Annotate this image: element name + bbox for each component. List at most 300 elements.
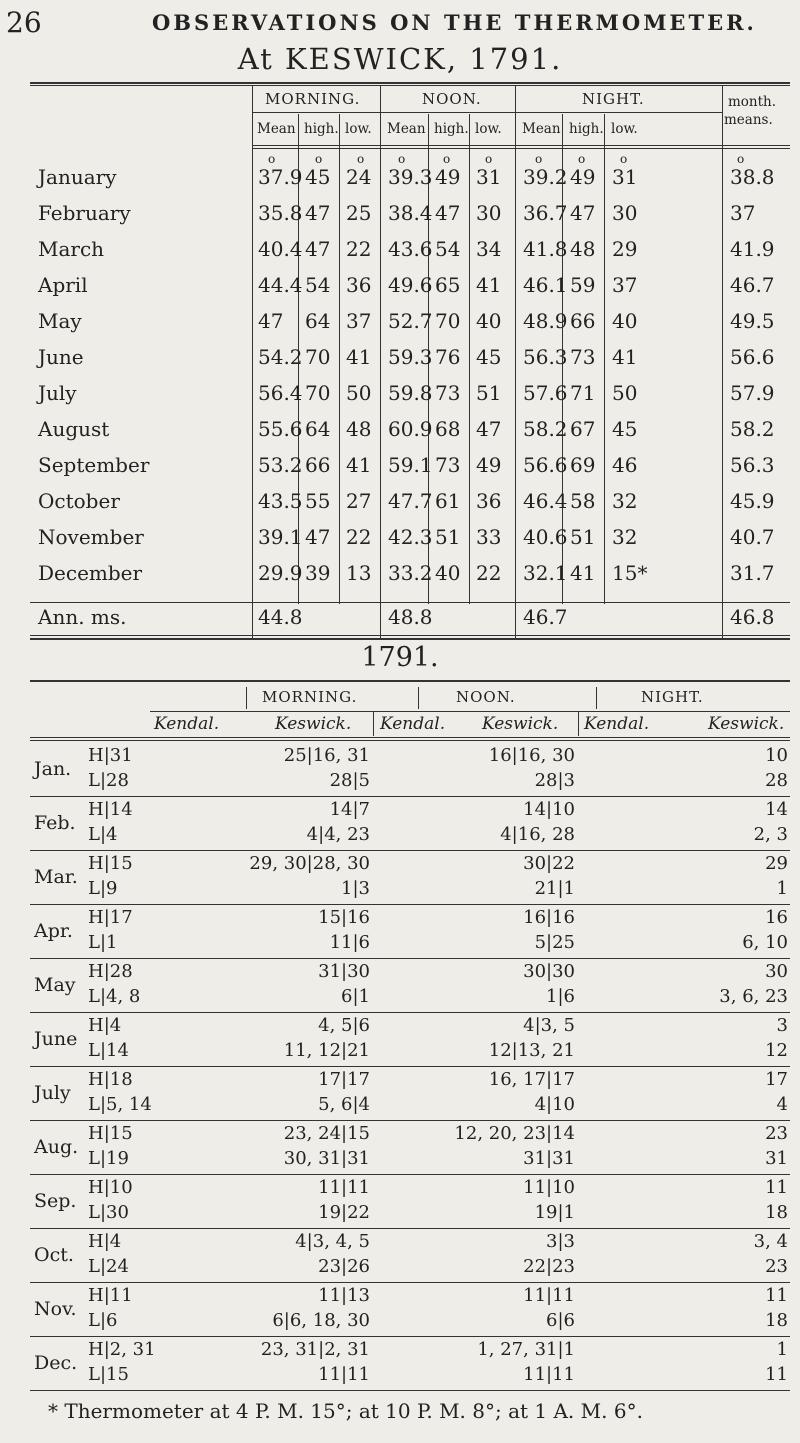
month-mean: 40.7 [730,525,775,549]
low-line [0,932,800,956]
noon-low: 40 [476,309,502,333]
running-title: OBSERVATIONS ON THE THERMOMETER. [152,10,757,35]
noon-low: 30 [476,201,502,225]
sub-low-night: low. [611,121,638,137]
morning-mean: 37.9 [258,165,303,189]
month-name: December [38,561,143,585]
kendal-morning-cell: L|9 [88,878,118,899]
month-mean: 56.3 [730,453,775,477]
kendal-morning-cell: L|4, 8 [88,986,141,1007]
keswick-morning-noon-cell: 6|1 [341,986,370,1007]
month-name: October [38,489,120,513]
keswick-noon-night-cell: 4|16, 28 [500,824,575,845]
noon-high: 68 [435,417,461,441]
night-low: 40 [612,309,638,333]
morning-low: 50 [346,381,372,405]
degree-mark: o [443,152,451,166]
kendal-morning-cell: L|1 [88,932,118,953]
kendal-morning-cell: L|5, 14 [88,1094,152,1115]
sub-low-morning: low. [345,121,372,137]
month-name: August [38,417,110,441]
high-line [0,1231,800,1255]
place-kendal-noon: Kendal. [380,714,446,734]
kendal-morning-cell: H|31 [88,745,133,766]
degree-mark: o [485,152,493,166]
morning-mean: 47 [258,309,284,333]
night-low: 46 [612,453,638,477]
night-high: 51 [570,525,596,549]
keswick-morning-noon-cell: 14|7 [329,799,370,820]
keswick-morning-noon-cell: 17|17 [318,1069,370,1090]
row-divider [30,850,790,851]
kendal-morning-cell: H|18 [88,1069,133,1090]
night-low: 31 [612,165,638,189]
noon-high: 54 [435,237,461,261]
place-kendal-night: Kendal. [584,714,650,734]
month-mean: 45.9 [730,489,775,513]
table-row [0,561,800,587]
row-divider [30,904,790,905]
means-header: means. [724,112,773,128]
night-high: 66 [570,309,596,333]
month-name: Dec. [34,1352,78,1374]
night-low: 29 [612,237,638,261]
keswick-night-cell: 12 [765,1040,788,1061]
keswick-night-cell: 29 [765,853,788,874]
night-header: NIGHT. [641,688,704,706]
table-row [0,381,800,407]
morning-mean: 53.2 [258,453,303,477]
morning-low: 22 [346,525,372,549]
keswick-morning-noon-cell: 29, 30|28, 30 [249,853,370,874]
month-mean: 31.7 [730,561,775,585]
annual-night: 46.7 [523,605,568,629]
kendal-morning-cell: H|28 [88,961,133,982]
night-mean: 57.6 [523,381,568,405]
keswick-night-cell: 2, 3 [753,824,788,845]
keswick-morning-noon-cell: 11|6 [329,932,370,953]
noon-low: 22 [476,561,502,585]
keswick-morning-noon-cell: 23, 24|15 [283,1123,370,1144]
night-high: 58 [570,489,596,513]
month-name: February [38,201,131,225]
morning-high: 70 [305,381,331,405]
night-high: 71 [570,381,596,405]
keswick-night-cell: 11 [765,1285,788,1306]
keswick-night-cell: 3, 4 [753,1231,788,1252]
night-mean: 40.6 [523,525,568,549]
morning-mean: 40.4 [258,237,303,261]
keswick-night-cell: 3, 6, 23 [719,986,788,1007]
table-row [0,525,800,551]
night-mean: 56.3 [523,345,568,369]
annual-month: 46.8 [730,605,775,629]
month-name: June [38,345,84,369]
night-low: 50 [612,381,638,405]
month-mean: 37 [730,201,756,225]
night-high: 49 [570,165,596,189]
high-line [0,961,800,985]
noon-mean: 43.6 [388,237,433,261]
month-name: Oct. [34,1244,74,1266]
row-divider [30,1174,790,1175]
degree-mark: o [737,152,745,166]
morning-high: 64 [305,309,331,333]
low-line [0,878,800,902]
month-name: June [34,1028,78,1050]
morning-mean: 55.6 [258,417,303,441]
night-header: NIGHT. [582,90,645,108]
keswick-morning-noon-cell: 1|3 [341,878,370,899]
keswick-noon-night-cell: 6|6 [546,1310,575,1331]
kendal-morning-cell: L|28 [88,770,129,791]
kendal-morning-cell: H|11 [88,1285,133,1306]
keswick-noon-night-cell: 12, 20, 23|14 [454,1123,575,1144]
keswick-noon-night-cell: 22|23 [523,1256,575,1277]
keswick-night-cell: 10 [765,745,788,766]
kendal-morning-cell: L|4 [88,824,118,845]
degree-mark: o [620,152,628,166]
keswick-morning-noon-cell: 23, 31|2, 31 [260,1339,370,1360]
month-name: January [38,165,117,189]
night-mean: 48.9 [523,309,568,333]
month-name: March [38,237,105,261]
noon-high: 73 [435,453,461,477]
morning-mean: 54.2 [258,345,303,369]
row-divider [30,1336,790,1337]
noon-low: 31 [476,165,502,189]
noon-high: 61 [435,489,461,513]
high-line [0,745,800,769]
month-name: July [38,381,77,405]
keswick-noon-night-cell: 14|10 [523,799,575,820]
night-high: 73 [570,345,596,369]
low-line [0,1310,800,1334]
row-divider [30,796,790,797]
annual-label: Ann. ms. [38,605,127,629]
keswick-night-cell: 30 [765,961,788,982]
month-name: Sep. [34,1190,77,1212]
month-name: July [34,1082,71,1104]
keswick-morning-noon-cell: 5, 6|4 [318,1094,370,1115]
night-high: 69 [570,453,596,477]
noon-mean: 33.2 [388,561,433,585]
row-divider [30,1390,790,1391]
noon-high: 73 [435,381,461,405]
keswick-morning-noon-cell: 11, 12|21 [283,1040,370,1061]
night-high: 59 [570,273,596,297]
morning-high: 47 [305,525,331,549]
month-name: May [34,974,76,996]
high-line [0,1339,800,1363]
kendal-morning-cell: L|6 [88,1310,118,1331]
noon-low: 49 [476,453,502,477]
table-row [0,345,800,371]
keswick-morning-noon-cell: 28|5 [329,770,370,791]
keswick-night-cell: 18 [765,1310,788,1331]
night-low: 37 [612,273,638,297]
month-mean: 38.8 [730,165,775,189]
high-line [0,799,800,823]
night-mean: 58.2 [523,417,568,441]
keswick-noon-night-cell: 12|13, 21 [488,1040,575,1061]
keswick-noon-night-cell: 1, 27, 31|1 [477,1339,575,1360]
night-low: 30 [612,201,638,225]
morning-high: 45 [305,165,331,189]
morning-mean: 44.4 [258,273,303,297]
morning-mean: 29.9 [258,561,303,585]
keswick-morning-noon-cell: 6|6, 18, 30 [272,1310,370,1331]
kendal-morning-cell: H|14 [88,799,133,820]
high-line [0,907,800,931]
keswick-morning-noon-cell: 30, 31|31 [283,1148,370,1169]
keswick-night-cell: 31 [765,1148,788,1169]
keswick-noon-night-cell: 11|11 [523,1285,575,1306]
noon-low: 34 [476,237,502,261]
month-name: September [38,453,150,477]
keswick-night-cell: 3 [776,1015,788,1036]
sub-high-noon: high. [434,121,469,137]
table-row [0,309,800,335]
morning-mean: 56.4 [258,381,303,405]
noon-mean: 38.4 [388,201,433,225]
morning-high: 54 [305,273,331,297]
degree-mark: o [357,152,365,166]
night-low: 41 [612,345,638,369]
month-name: Nov. [34,1298,77,1320]
noon-low: 41 [476,273,502,297]
month-name: Aug. [34,1136,79,1158]
noon-header: NOON. [456,688,516,706]
low-line [0,770,800,794]
morning-low: 27 [346,489,372,513]
keswick-noon-night-cell: 21|1 [534,878,575,899]
keswick-noon-night-cell: 16|16 [523,907,575,928]
page-number: 26 [6,6,42,39]
noon-low: 33 [476,525,502,549]
kendal-morning-cell: L|19 [88,1148,129,1169]
keswick-noon-night-cell: 1|6 [546,986,575,1007]
row-divider [30,1282,790,1283]
month-name: Feb. [34,812,76,834]
row-divider [30,1228,790,1229]
noon-mean: 60.9 [388,417,433,441]
month-mean: 58.2 [730,417,775,441]
month-mean: 57.9 [730,381,775,405]
kendal-morning-cell: H|15 [88,853,133,874]
annual-means-row [0,605,800,631]
noon-high: 47 [435,201,461,225]
keswick-noon-night-cell: 28|3 [534,770,575,791]
night-high: 67 [570,417,596,441]
noon-mean: 49.6 [388,273,433,297]
noon-high: 65 [435,273,461,297]
degree-mark: o [535,152,543,166]
low-line [0,1094,800,1118]
table-row [0,489,800,515]
low-line [0,1040,800,1064]
row-divider [30,1066,790,1067]
morning-low: 37 [346,309,372,333]
night-low: 32 [612,489,638,513]
morning-high: 47 [305,237,331,261]
month-mean: 49.5 [730,309,775,333]
noon-high: 76 [435,345,461,369]
annual-morning: 44.8 [258,605,303,629]
keswick-night-cell: 1 [776,878,788,899]
morning-low: 25 [346,201,372,225]
morning-mean: 39.1 [258,525,303,549]
keswick-night-cell: 4 [776,1094,788,1115]
month-name: November [38,525,144,549]
morning-low: 41 [346,345,372,369]
degree-mark: o [268,152,276,166]
kendal-morning-cell: H|10 [88,1177,133,1198]
night-mean: 56.6 [523,453,568,477]
keswick-morning-noon-cell: 31|30 [318,961,370,982]
footnote: * Thermometer at 4 P. M. 15°; at 10 P. M. 8°; at 1 A. M. 6°. [48,1399,643,1423]
row-divider [30,958,790,959]
morning-mean: 43.5 [258,489,303,513]
noon-mean: 52.7 [388,309,433,333]
high-line [0,1285,800,1309]
morning-low: 36 [346,273,372,297]
keswick-noon-night-cell: 30|30 [523,961,575,982]
row-divider [30,1012,790,1013]
keswick-morning-noon-cell: 11|11 [318,1177,370,1198]
keswick-morning-noon-cell: 23|26 [318,1256,370,1277]
month-name: April [38,273,88,297]
high-line [0,1123,800,1147]
morning-low: 24 [346,165,372,189]
month-name: Apr. [34,920,73,942]
noon-header: NOON. [422,90,482,108]
kendal-morning-cell: H|17 [88,907,133,928]
night-high: 41 [570,561,596,585]
low-line [0,1202,800,1226]
sub-mean-morning: Mean [257,121,296,137]
keswick-night-cell: 23 [765,1256,788,1277]
kendal-morning-cell: L|15 [88,1364,129,1385]
morning-high: 70 [305,345,331,369]
keswick-noon-night-cell: 5|25 [534,932,575,953]
night-mean: 46.1 [523,273,568,297]
place-kendal-morning: Kendal. [154,714,220,734]
month-mean: 41.9 [730,237,775,261]
month-name: Jan. [34,758,72,780]
keswick-night-cell: 11 [765,1177,788,1198]
keswick-noon-night-cell: 3|3 [546,1231,575,1252]
keswick-noon-night-cell: 11|10 [523,1177,575,1198]
sub-high-morning: high. [304,121,339,137]
keswick-morning-noon-cell: 15|16 [318,907,370,928]
night-mean: 46.4 [523,489,568,513]
high-line [0,1015,800,1039]
kendal-morning-cell: L|24 [88,1256,129,1277]
morning-high: 64 [305,417,331,441]
noon-mean: 42.3 [388,525,433,549]
keswick-night-cell: 16 [765,907,788,928]
high-line [0,1177,800,1201]
noon-mean: 59.8 [388,381,433,405]
keswick-night-cell: 17 [765,1069,788,1090]
kendal-morning-cell: H|2, 31 [88,1339,156,1360]
month-mean: 56.6 [730,345,775,369]
row-divider [30,1120,790,1121]
keswick-morning-noon-cell: 4, 5|6 [318,1015,370,1036]
sub-mean-noon: Mean [387,121,426,137]
degree-mark: o [315,152,323,166]
morning-high: 66 [305,453,331,477]
morning-high: 39 [305,561,331,585]
keswick-night-cell: 6, 10 [742,932,788,953]
keswick-noon-night-cell: 4|3, 5 [523,1015,575,1036]
month-name: Mar. [34,866,78,888]
night-high: 48 [570,237,596,261]
keswick-morning-noon-cell: 4|3, 4, 5 [295,1231,370,1252]
noon-low: 36 [476,489,502,513]
noon-high: 40 [435,561,461,585]
morning-low: 13 [346,561,372,585]
table-row [0,201,800,227]
low-line [0,1364,800,1388]
keswick-noon-night-cell: 4|10 [534,1094,575,1115]
kendal-morning-cell: H|4 [88,1231,122,1252]
table-row [0,417,800,443]
high-line [0,1069,800,1093]
low-line [0,1148,800,1172]
keswick-morning-noon-cell: 11|11 [318,1364,370,1385]
morning-high: 47 [305,201,331,225]
noon-low: 51 [476,381,502,405]
keswick-morning-noon-cell: 4|4, 23 [306,824,370,845]
low-line [0,1256,800,1280]
keswick-noon-night-cell: 16, 17|17 [488,1069,575,1090]
place-keswick-noon: Keswick. [482,714,559,734]
table-row [0,453,800,479]
noon-low: 45 [476,345,502,369]
table-row [0,165,800,191]
keswick-night-cell: 14 [765,799,788,820]
kendal-morning-cell: L|30 [88,1202,129,1223]
noon-low: 47 [476,417,502,441]
degree-mark: o [398,152,406,166]
night-high: 47 [570,201,596,225]
degree-mark: o [578,152,586,166]
keswick-morning-noon-cell: 19|22 [318,1202,370,1223]
page-title: At KESWICK, 1791. [237,42,563,76]
table-row [0,237,800,263]
night-low: 45 [612,417,638,441]
night-mean: 39.2 [523,165,568,189]
kendal-morning-cell: H|4 [88,1015,122,1036]
keswick-morning-noon-cell: 25|16, 31 [283,745,370,766]
noon-mean: 59.3 [388,345,433,369]
morning-mean: 35.8 [258,201,303,225]
keswick-morning-noon-cell: 11|13 [318,1285,370,1306]
annual-noon: 48.8 [388,605,433,629]
sub-high-night: high. [569,121,604,137]
noon-high: 51 [435,525,461,549]
morning-high: 55 [305,489,331,513]
noon-mean: 39.3 [388,165,433,189]
low-line [0,824,800,848]
sub-low-noon: low. [475,121,502,137]
noon-high: 49 [435,165,461,189]
keswick-night-cell: 1 [776,1339,788,1360]
morning-header: MORNING. [262,688,358,706]
morning-low: 22 [346,237,372,261]
